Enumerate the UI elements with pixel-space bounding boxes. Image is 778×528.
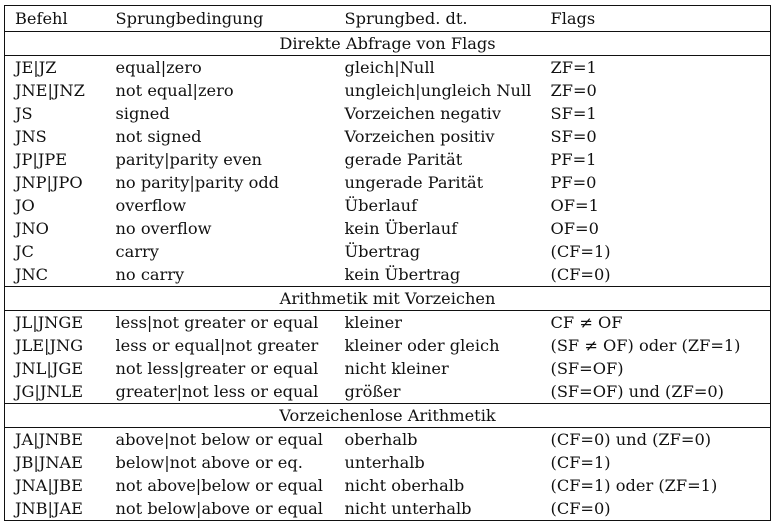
cell-sprungbedingung: overflow	[115, 196, 187, 215]
table-body	[5, 32, 771, 521]
cell-befehl: JG|JNLE	[15, 382, 84, 401]
jump-instructions-table	[4, 5, 771, 521]
cell-sprungbedingung-deutsch: nicht kleiner	[344, 359, 449, 378]
cell-sprungbedingung: no overflow	[115, 219, 212, 238]
cell-sprungbedingung: no carry	[115, 265, 185, 284]
cell-sprungbedingung-deutsch: gerade Parität	[344, 150, 463, 169]
cell-flags: OF=0	[550, 219, 599, 238]
cell-sprungbedingung-deutsch: kein Überlauf	[344, 219, 458, 238]
cell-sprungbedingung: less|not greater or equal	[115, 313, 319, 332]
cell-befehl: JP|JPE	[15, 150, 68, 169]
cell-sprungbedingung: not below|above or equal	[115, 499, 323, 518]
cell-sprungbedingung-deutsch: größer	[344, 382, 401, 401]
cell-sprungbedingung: carry	[115, 242, 159, 261]
cell-sprungbedingung: no parity|parity odd	[115, 173, 280, 192]
cell-flags: (CF=0) und (ZF=0)	[550, 430, 712, 449]
cell-flags: OF=1	[550, 196, 599, 215]
cell-sprungbedingung-deutsch: Vorzeichen negativ	[344, 104, 501, 123]
header-befehl: Befehl	[15, 9, 68, 28]
cell-flags: SF=0	[550, 127, 597, 146]
table-row	[5, 357, 771, 380]
table-row	[5, 79, 771, 102]
cell-flags: (CF=0)	[550, 499, 611, 518]
table-row	[5, 428, 771, 452]
cell-flags: SF=1	[550, 104, 597, 123]
table-row	[5, 497, 771, 521]
cell-sprungbedingung-deutsch: ungleich|ungleich Null	[344, 81, 532, 100]
cell-sprungbedingung-deutsch: kein Übertrag	[344, 265, 461, 284]
table-header	[5, 6, 771, 32]
cell-flags: ZF=0	[550, 81, 597, 100]
cell-sprungbedingung: equal|zero	[115, 58, 202, 77]
cell-flags: PF=0	[550, 173, 597, 192]
section-title: Direkte Abfrage von Flags	[5, 32, 771, 56]
cell-flags: (CF=0)	[550, 265, 611, 284]
cell-befehl: JLE|JNG	[15, 336, 84, 355]
cell-sprungbedingung-deutsch: ungerade Parität	[344, 173, 484, 192]
cell-sprungbedingung-deutsch: Vorzeichen positiv	[344, 127, 495, 146]
table-row	[5, 334, 771, 357]
cell-sprungbedingung: not equal|zero	[115, 81, 234, 100]
cell-befehl: JNA|JBE	[15, 476, 83, 495]
table-row	[5, 217, 771, 240]
table-row	[5, 240, 771, 263]
cell-sprungbedingung: less or equal|not greater	[115, 336, 319, 355]
table-row	[5, 380, 771, 404]
cell-befehl: JC	[15, 242, 34, 261]
cell-sprungbedingung-deutsch: Übertrag	[344, 242, 421, 261]
cell-befehl: JNE|JNZ	[15, 81, 85, 100]
cell-befehl: JA|JNBE	[15, 430, 83, 449]
cell-befehl: JL|JNGE	[15, 313, 84, 332]
table-row	[5, 102, 771, 125]
cell-sprungbedingung-deutsch: nicht unterhalb	[344, 499, 472, 518]
table-row	[5, 194, 771, 217]
cell-flags: (SF=OF)	[550, 359, 624, 378]
header-sprungbedingung-deutsch: Sprungbed. dt.	[344, 9, 468, 28]
section-row	[5, 32, 771, 56]
cell-sprungbedingung-deutsch: unterhalb	[344, 453, 425, 472]
cell-sprungbedingung: greater|not less or equal	[115, 382, 319, 401]
cell-sprungbedingung: above|not below or equal	[115, 430, 323, 449]
cell-sprungbedingung: signed	[115, 104, 170, 123]
cell-befehl: JNO	[15, 219, 49, 238]
section-title: Vorzeichenlose Arithmetik	[5, 404, 771, 428]
cell-befehl: JB|JNAE	[15, 453, 83, 472]
cell-flags: (SF=OF) und (ZF=0)	[550, 382, 724, 401]
cell-sprungbedingung: not less|greater or equal	[115, 359, 319, 378]
cell-befehl: JO	[15, 196, 35, 215]
cell-befehl: JNB|JAE	[15, 499, 83, 518]
cell-befehl: JNS	[15, 127, 47, 146]
table-row	[5, 125, 771, 148]
cell-flags: (CF=1) oder (ZF=1)	[550, 476, 718, 495]
table-row	[5, 474, 771, 497]
cell-flags: (SF ≠ OF) oder (ZF=1)	[550, 336, 741, 355]
cell-befehl: JE|JZ	[15, 58, 57, 77]
cell-sprungbedingung: not above|below or equal	[115, 476, 323, 495]
cell-flags: (CF=1)	[550, 242, 611, 261]
cell-befehl: JNL|JGE	[15, 359, 84, 378]
table-row	[5, 148, 771, 171]
cell-sprungbedingung-deutsch: nicht oberhalb	[344, 476, 465, 495]
cell-befehl: JNP|JPO	[15, 173, 83, 192]
cell-sprungbedingung-deutsch: oberhalb	[344, 430, 418, 449]
header-row	[5, 6, 771, 32]
cell-sprungbedingung: below|not above or eq.	[115, 453, 303, 472]
table-row	[5, 171, 771, 194]
table-row	[5, 451, 771, 474]
cell-befehl: JNC	[15, 265, 49, 284]
header-sprungbedingung: Sprungbedingung	[115, 9, 264, 28]
cell-sprungbedingung-deutsch: kleiner oder gleich	[344, 336, 500, 355]
section-row	[5, 287, 771, 311]
cell-sprungbedingung: parity|parity even	[115, 150, 262, 169]
cell-sprungbedingung-deutsch: kleiner	[344, 313, 402, 332]
cell-flags: (CF=1)	[550, 453, 611, 472]
cell-sprungbedingung: not signed	[115, 127, 202, 146]
table-row	[5, 56, 771, 80]
cell-flags: CF ≠ OF	[550, 313, 623, 332]
header-flags: Flags	[550, 9, 596, 28]
section-row	[5, 404, 771, 428]
table-row	[5, 311, 771, 335]
cell-sprungbedingung-deutsch: Überlauf	[344, 196, 418, 215]
cell-sprungbedingung-deutsch: gleich|Null	[344, 58, 435, 77]
cell-flags: PF=1	[550, 150, 597, 169]
cell-befehl: JS	[15, 104, 33, 123]
section-title: Arithmetik mit Vorzeichen	[5, 287, 771, 311]
cell-flags: ZF=1	[550, 58, 597, 77]
table-row	[5, 263, 771, 287]
